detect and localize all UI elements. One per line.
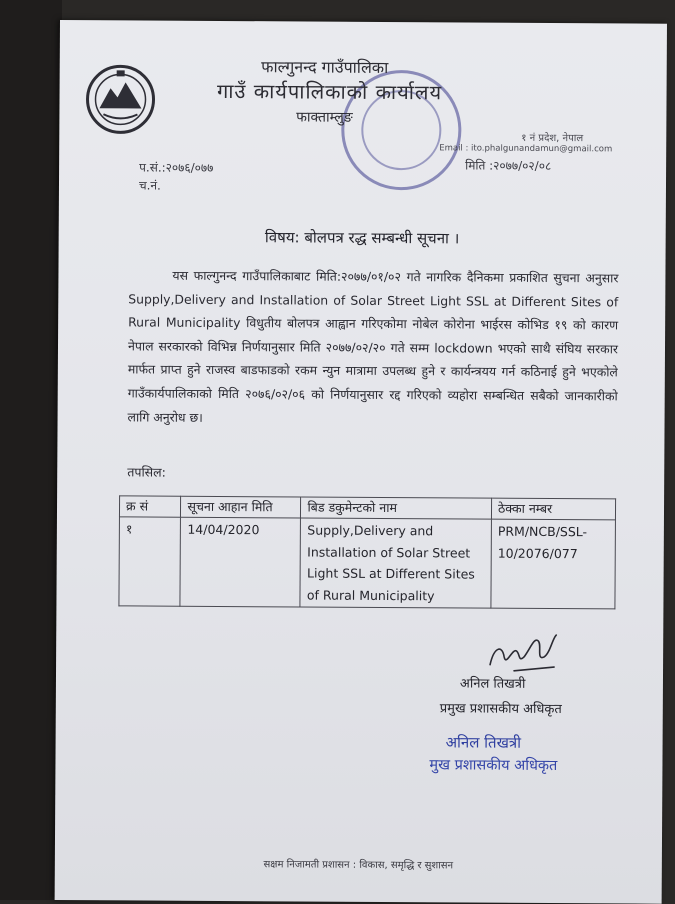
notice-body: यस फाल्गुनन्द गाउँपालिकाबाट मिति:२०७७/०१/०२ गते नागरिक दैनिकमा प्रकाशित सुचना अनुसार Supply,Delivery and Installation of Solar Street Light SSL at Different Sites of Rural Municipality विधुतीय बोलपत्र आह्वान गरिएकोमा नोबेल कोरोना भाईरस कोभिड १९ को कारण नेपाल सरकारको विभिन्न निर्णयानुसार मिति २०७७/०२/२० गते सम्म lockdown भएको साथै संघिय सरकार मार्फत प्राप्त हुने राजस्व बाडफाडको रकम न्युन मात्रामा उपलब्ध हुने र कार्यन्त्रयय गर्न कठिनाई हुने भएकोले गाउँकार्यपालिकाको मिति २०७६/०२/०६ को निर्णयानुसार रद्द गरिएको व्यहोरा सम्बन्धित सबैको जानकारीको लागि अनुरोध छ।	[127, 267, 619, 425]
cell-serial: १	[119, 517, 181, 606]
table-heading: तपसिल:	[127, 464, 166, 480]
cell-notice-date: 14/04/2020	[180, 517, 300, 607]
bid-table	[118, 495, 616, 609]
background-left	[0, 0, 62, 900]
stamp-signatory-name: अनिल तिखत्री	[445, 733, 522, 752]
dispatch-number: च.नं.	[138, 178, 161, 193]
letter-number: प.सं.:२०७६/०७७	[139, 160, 214, 175]
email-text: Email : ito.phalgunandamun@gmail.com	[439, 143, 613, 155]
office-place: फाक्ताम्लुङ	[296, 109, 353, 126]
municipality-name: फाल्गुनन्द गाउँपालिका	[261, 57, 389, 78]
header-bid-document: बिड डकुमेन्टको नाम	[301, 497, 492, 519]
signatory-title: प्रमुख प्रशासकीय अधिकृत	[439, 701, 562, 718]
header-serial: क्र सं	[119, 496, 181, 517]
table-row	[119, 517, 616, 609]
province-text: १ नं प्रदेश, नेपाल	[521, 132, 584, 145]
office-name: गाउँ कार्यपालिकाको कार्यालय	[216, 78, 443, 105]
cell-bid-document: Supply,Delivery and Installation of Solar Street Light SSL at Different Sites of Rural Municipality	[300, 518, 491, 608]
header-contract-number: ठेक्का नम्बर	[491, 498, 615, 520]
header-notice-date: सूचना आहान मिति	[181, 496, 301, 518]
letter-page	[55, 20, 667, 904]
handwritten-signature	[484, 627, 564, 677]
table-header-row	[119, 496, 615, 520]
letter-date: मिति :२०७७/०२/०८	[465, 158, 552, 174]
signatory-name: अनिल तिखत्री	[459, 676, 526, 692]
subject-line: विषय: बोलपत्र रद्ध सम्बन्धी सूचना ।	[264, 228, 460, 248]
cell-contract-number: PRM/NCB/SSL-10/2076/077	[491, 519, 616, 609]
stamp-signatory-title: मुख प्रशासकीय अधिकृत	[429, 757, 558, 775]
footer-motto: सक्षम निजामती प्रशासन : विकास, समृद्धि र सुशासन	[263, 859, 454, 872]
